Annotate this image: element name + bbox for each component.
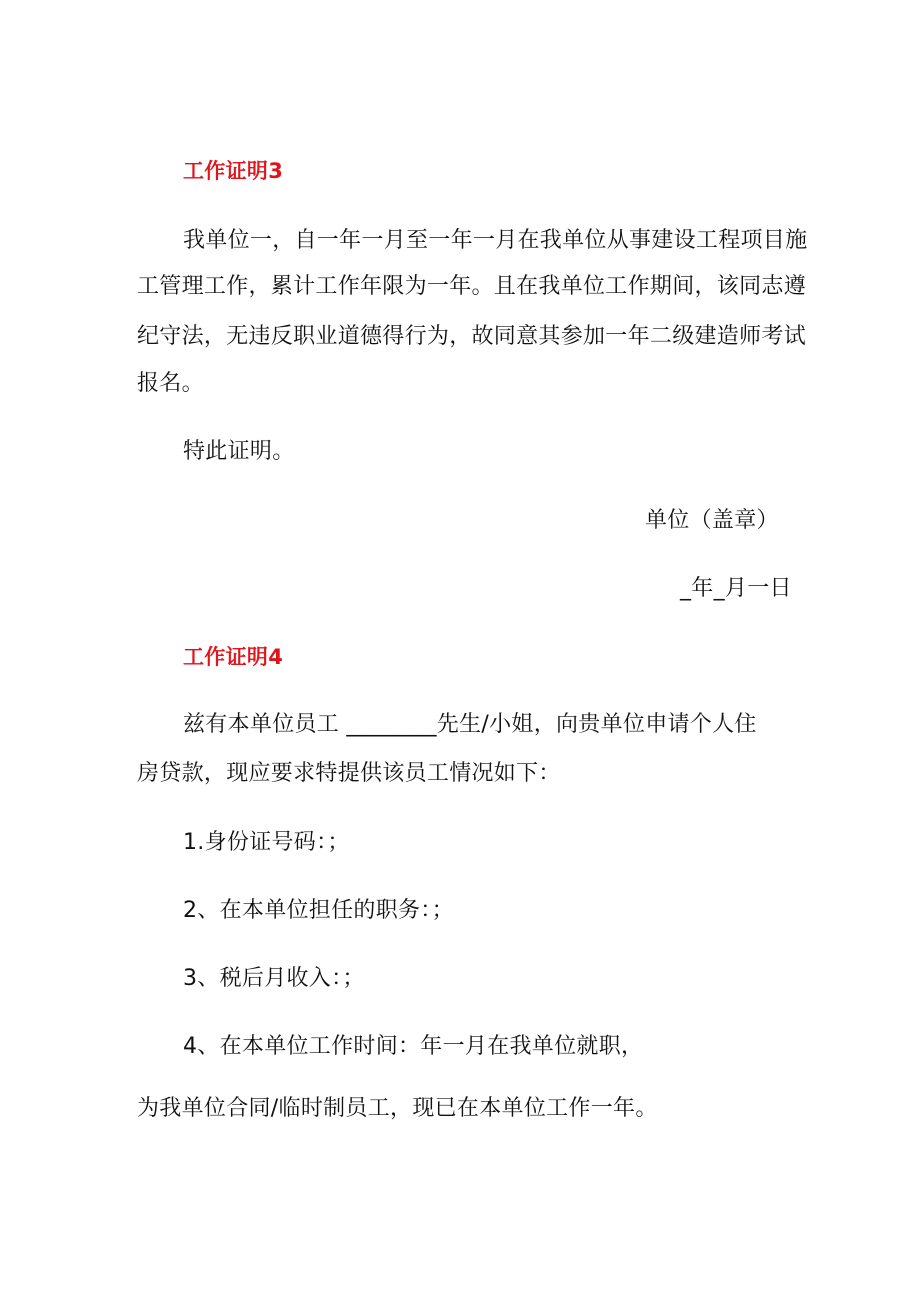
section-4-item-2: 2、在本单位担任的职务：； [183,898,454,923]
section-4-heading: 工作证明4 [183,645,284,669]
section-3-heading: 工作证明3 [183,159,284,183]
section-3-body-line-4: 报名。 [137,371,204,396]
section-4-last-line: 为我单位合同/临时制员工，现已在本单位工作一年。 [137,1096,658,1121]
section-3-body-line-2: 工管理工作，累计工作年限为一年。且在我单位工作期间，该同志遵 [137,274,807,299]
section-3-body-line-1: 我单位一，自一年一月至一年一月在我单位从事建设工程项目施 [183,228,808,253]
section-4-intro-line-1: 兹有本单位员工 ________先生/小姐，向贵单位申请个人住 [183,712,757,737]
section-4-item-3: 3、税后月收入：； [183,966,365,991]
section-3-closing: 特此证明。 [183,439,295,464]
section-4-intro-line-2: 房贷款，现应要求特提供该员工情况如下： [137,761,561,786]
section-3-body-line-3: 纪守法，无违反职业道德得行为，故同意其参加一年二级建造师考试 [137,324,807,349]
section-3-date: _年_月一日 [680,576,792,601]
section-3-signature: 单位（盖章） [645,508,779,533]
section-4-item-1: 1.身份证号码：； [183,830,350,855]
section-4-item-4: 4、在本单位工作时间：年一月在我单位就职， [183,1034,644,1059]
